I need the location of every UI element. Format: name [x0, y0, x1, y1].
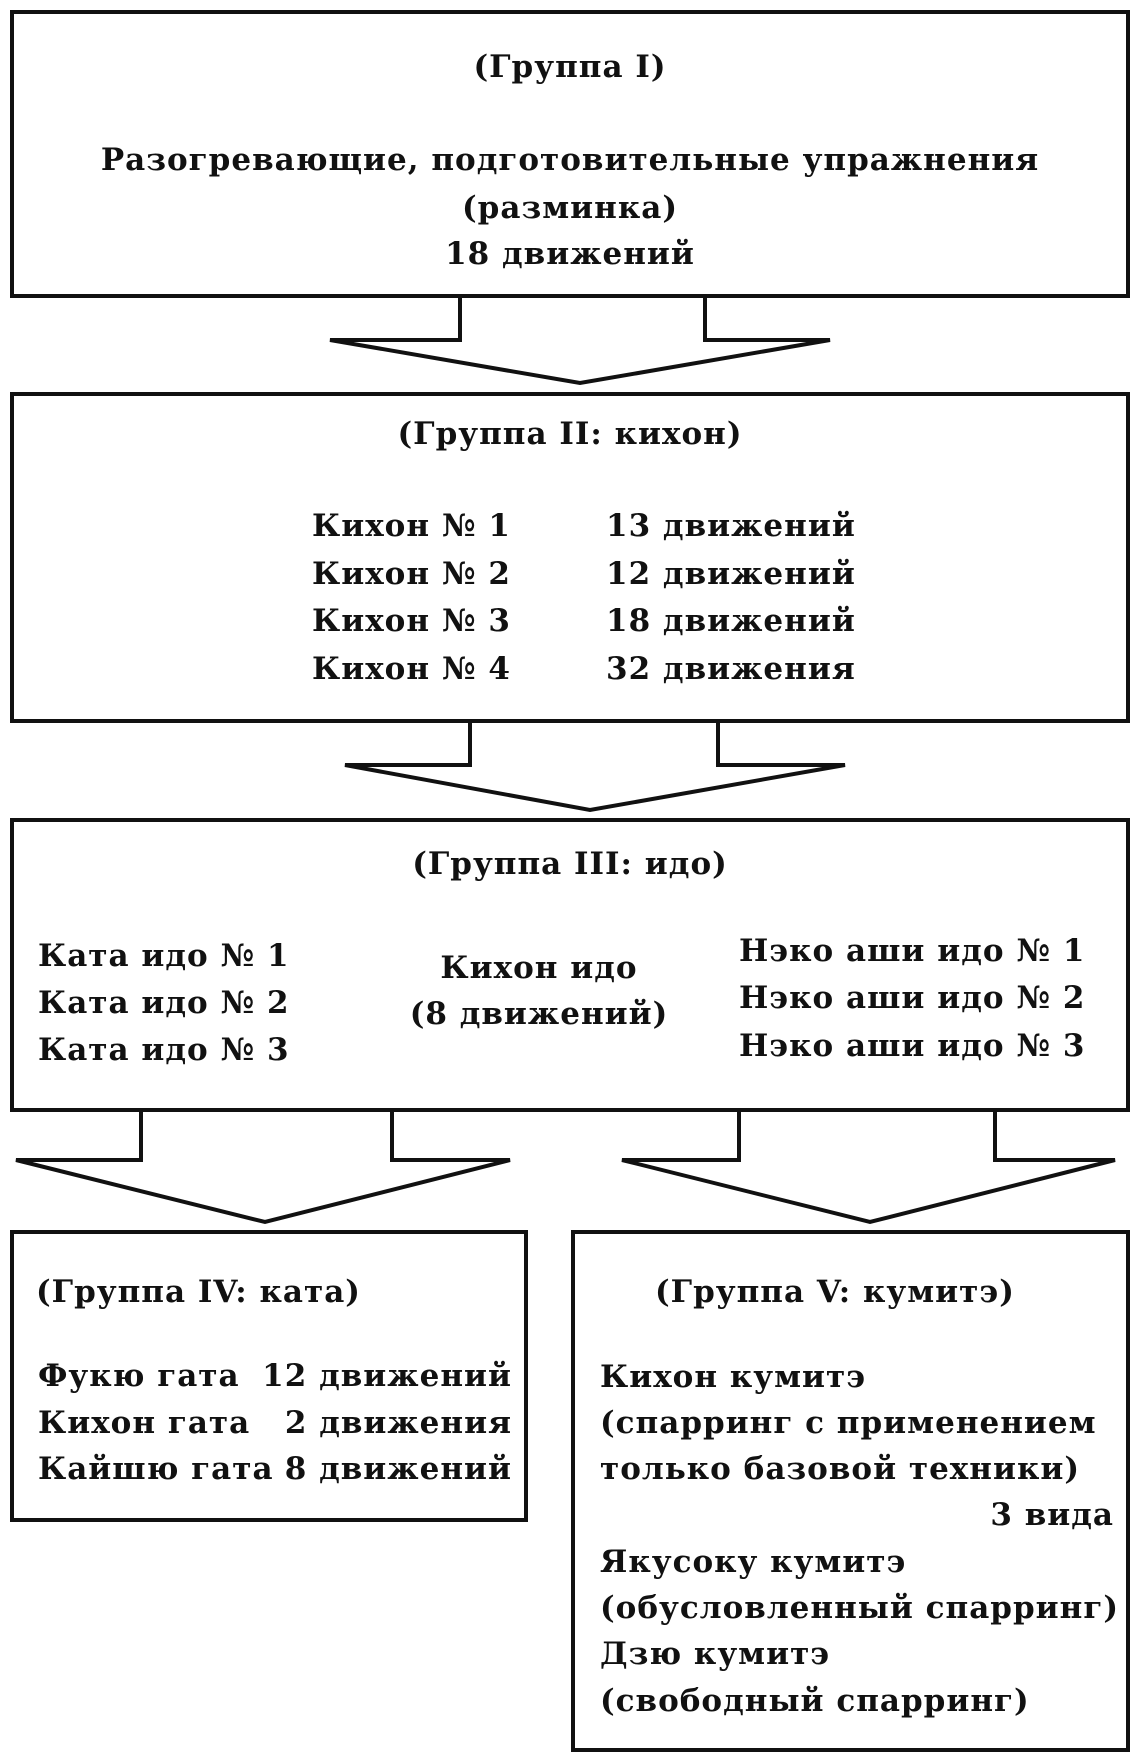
group2-row-count: 13 движений	[606, 508, 856, 544]
group4-row-count: 12 движений	[262, 1358, 512, 1394]
group5-line: (спарринг с применением	[600, 1405, 1097, 1441]
group2-row-name: Кихон № 2	[312, 556, 511, 592]
group2-row-count: 12 движений	[606, 556, 856, 592]
group2-row-count: 32 движения	[606, 651, 856, 687]
arrow-group1-to-group2	[330, 298, 830, 383]
group1-title: (Группа I)	[473, 49, 667, 85]
group1-movements: 18 движений	[445, 236, 695, 272]
group5-line: Якусоку кумитэ	[600, 1544, 907, 1580]
group2-row-name: Кихон № 4	[312, 651, 511, 687]
arrow-group3-to-group4	[16, 1112, 510, 1222]
group4-row-name: Кихон гата	[38, 1405, 251, 1441]
group3-title: (Группа III: идо)	[412, 846, 728, 882]
group4-row-name: Фукю гата	[38, 1358, 240, 1394]
group5-count: 3 вида	[990, 1497, 1114, 1533]
arrow-group3-to-group5	[622, 1112, 1115, 1222]
group2-row-name: Кихон № 1	[312, 508, 511, 544]
group5-title: (Группа V: кумитэ)	[655, 1274, 1015, 1310]
group5-line: (свободный спарринг)	[600, 1683, 1030, 1719]
group2-box	[10, 392, 1130, 723]
group4-row-name: Кайшю гата	[38, 1451, 274, 1487]
group3-right-item: Нэко аши идо № 1	[739, 933, 1086, 969]
group2-title: (Группа II: кихон)	[397, 416, 743, 452]
group3-left-item: Ката идо № 2	[38, 985, 290, 1021]
group5-line: Дзю кумитэ	[600, 1636, 831, 1672]
group1-subtitle: (разминка)	[462, 190, 678, 226]
group4-title: (Группа IV: ката)	[36, 1274, 361, 1310]
group1-box	[10, 10, 1130, 298]
group3-right-item: Нэко аши идо № 2	[739, 980, 1086, 1016]
group5-line: Кихон кумитэ	[600, 1359, 867, 1395]
group3-left-item: Ката идо № 3	[38, 1032, 290, 1068]
group2-row-count: 18 движений	[606, 603, 856, 639]
group5-line: только базовой техники)	[600, 1451, 1081, 1487]
group3-right-item: Нэко аши идо № 3	[739, 1028, 1086, 1064]
group4-row-count: 8 движений	[284, 1451, 512, 1487]
group4-box	[10, 1230, 528, 1522]
group3-center-subtitle: (8 движений)	[409, 996, 669, 1032]
group3-center-title: Кихон идо	[440, 950, 638, 986]
group4-row-count: 2 движения	[284, 1405, 512, 1441]
group1-description: Разогревающие, подготовительные упражнения	[100, 142, 1040, 178]
group5-box	[571, 1230, 1130, 1752]
group5-line: (обусловленный спарринг)	[600, 1590, 1119, 1626]
group3-box	[10, 818, 1130, 1112]
group3-left-item: Ката идо № 1	[38, 938, 290, 974]
arrow-group2-to-group3	[345, 723, 845, 810]
group2-row-name: Кихон № 3	[312, 603, 511, 639]
